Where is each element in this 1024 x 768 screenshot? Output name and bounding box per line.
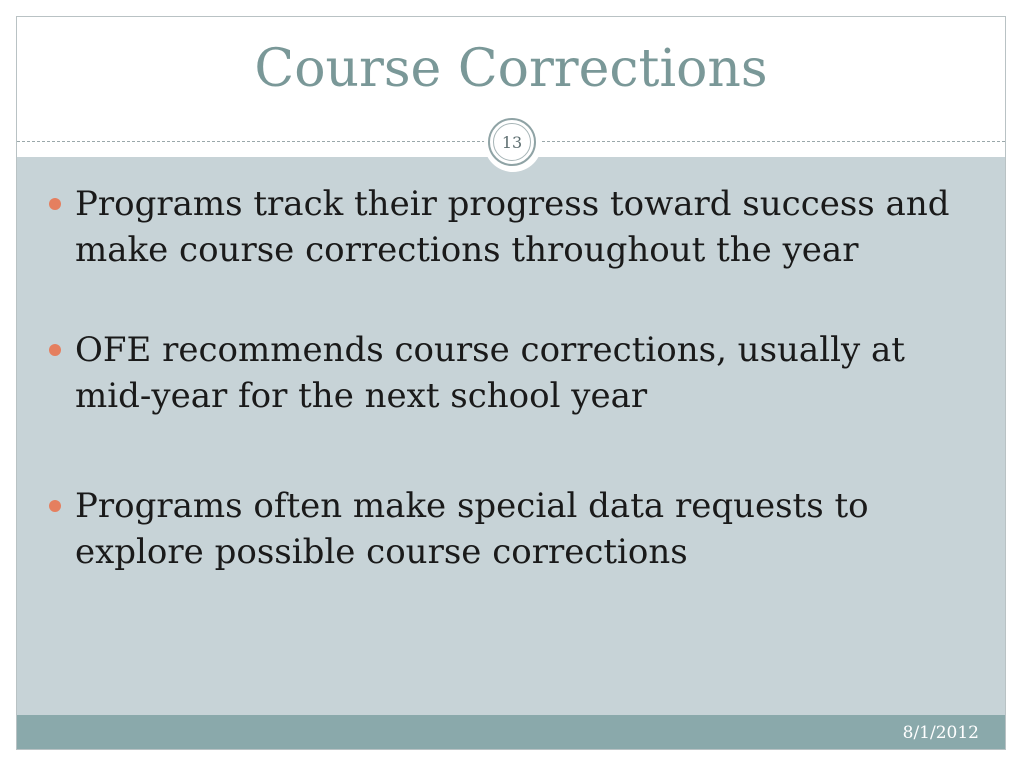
page-number: 13: [493, 123, 531, 161]
footer-date: 8/1/2012: [902, 723, 979, 743]
bullet-dot-icon: [49, 344, 61, 356]
bullet-dot-icon: [49, 198, 61, 210]
bullet-text: Programs track their progress toward success and make course corrections throughout the year: [75, 184, 950, 270]
slide-title: Course Corrections: [254, 39, 768, 99]
slide: [16, 16, 1006, 750]
bullet-text: Programs often make special data requests to explore possible course corrections: [75, 486, 869, 572]
footer-bar: [17, 715, 1005, 750]
page-number-badge: [488, 118, 536, 166]
bullet-dot-icon: [49, 500, 61, 512]
bullet-text: OFE recommends course corrections, usually at mid-year for the next school year: [75, 330, 905, 416]
